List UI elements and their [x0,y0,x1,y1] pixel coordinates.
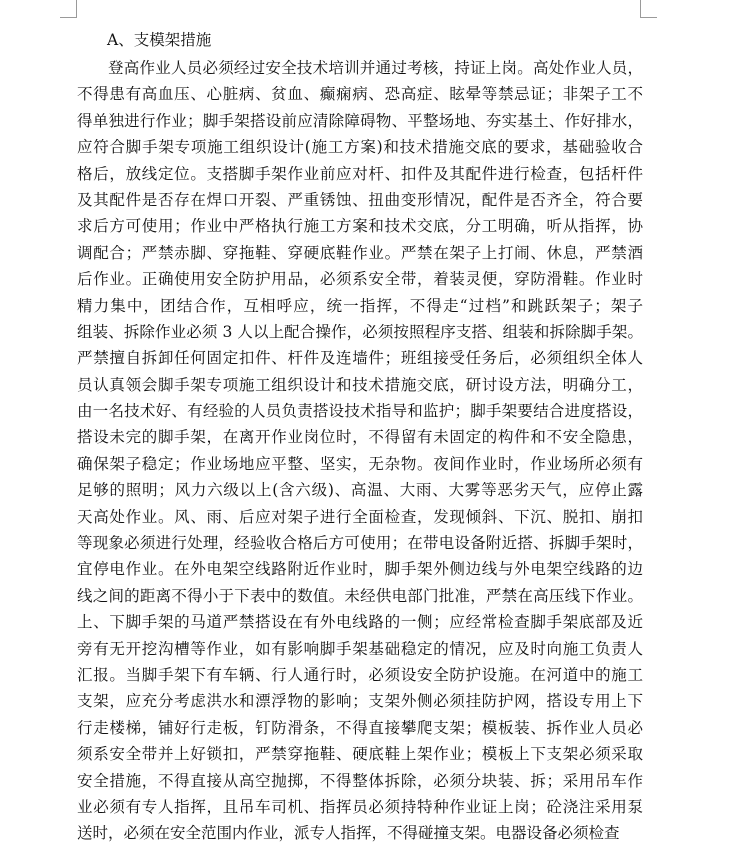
paragraph-line: 由一名技术好、有经验的人员负责搭设技术指导和监护；脚手架要结合进度搭设， [77,402,643,421]
margin-corner-mark-right [640,0,641,17]
paragraph-line: 足够的照明；风力六级以上(含六级)、高温、大雨、大雾等恶劣天气，应停止露 [77,481,643,500]
margin-corner-mark-left-horizontal [60,17,77,18]
margin-corner-mark-left [76,0,77,17]
paragraph-line: 求后方可使用；作业中严格执行施工方案和技术交底，分工明确，听从指挥，协 [77,217,643,236]
paragraph-line: 行走楼梯，铺好行走板，钉防滑条，不得直接攀爬支架；模板装、拆作业人员必 [77,718,643,737]
paragraph-line: 旁有无开挖沟槽等作业，如有影响脚手架基础稳定的情况，应及时向施工负责人 [77,639,643,658]
paragraph-line: 等现象必须进行处理，经验收合格后方可使用；在带电设备附近搭、拆脚手架时， [77,534,643,553]
paragraph-line: 不得患有高血压、心脏病、贫血、癫痫病、恐高症、眩晕等禁忌证；非架子工不 [77,85,643,104]
paragraph-line: 确保架子稳定；作业场地应平整、坚实，无杂物。夜间作业时，作业场所必须有 [77,454,643,473]
paragraph-line: 调配合；严禁赤脚、穿拖鞋、穿硬底鞋作业。严禁在架子上打闹、休息，严禁酒 [77,243,643,262]
paragraph-line: 送时，必须在安全范围内作业，派专人指挥，不得碰撞支架。电器设备必须检查 [77,824,620,843]
paragraph-line: 上、下脚手架的马道严禁搭设在有外电线路的一侧；应经常检查脚手架底部及近 [77,613,643,632]
paragraph-line: 业必须有专人指挥，且吊车司机、指挥员必须持特种作业证上岗；砼浇注采用泵 [77,797,643,816]
paragraph-line: 格后，放线定位。支搭脚手架作业前应对杆、扣件及其配件进行检查，包括杆件 [77,164,643,183]
document-body[interactable] [77,26,643,847]
paragraph-line: 搭设未完的脚手架，在离开作业岗位时，不得留有未固定的构件和不安全隐患， [77,428,643,447]
paragraph-line: 员认真领会脚手架专项施工组织设计和技术措施交底，研讨设方法，明确分工， [77,375,643,394]
paragraph-line: 应符合脚手架专项施工组织设计(施工方案)和技术措施交底的要求，基础验收合 [77,138,643,157]
margin-corner-mark-right-horizontal [640,17,657,18]
body-paragraph[interactable] [77,55,643,847]
paragraph-line: 及其配件是否存在焊口开裂、严重锈蚀、扭曲变形情况，配件是否齐全，符合要 [77,190,643,209]
paragraph-line: 严禁擅自拆卸任何固定扣件、杆件及连墙件；班组接受任务后，必须组织全体人 [77,349,643,368]
paragraph-line: 支架，应充分考虑洪水和漂浮物的影响；支架外侧必须挂防护网，搭设专用上下 [77,692,643,711]
paragraph-line: 须系安全带并上好锁扣，严禁穿拖鞋、硬底鞋上架作业；模板上下支架必须采取 [77,745,643,764]
paragraph-line: 汇报。当脚手架下有车辆、行人通行时，必须设安全防护设施。在河道中的施工 [77,665,643,684]
paragraph-line: 安全措施，不得直接从高空抛掷，不得整体拆除，必须分块装、拆；采用吊车作 [77,771,643,790]
paragraph-line: 线之间的距离不得小于下表中的数值。未经供电部门批准，严禁在高压线下作业。 [77,586,643,605]
paragraph-line: 后作业。正确使用安全防护用品，必须系安全带，着装灵便，穿防滑鞋。作业时 [77,270,643,289]
section-heading: A、支模架措施 [107,31,212,49]
paragraph-line: 精力集中，团结合作，互相呼应，统一指挥，不得走“过档”和跳跃架子；架子 [77,296,643,315]
paragraph-line: 登高作业人员必须经过安全技术培训并通过考核，持证上岗。高处作业人员， [108,59,643,77]
paragraph-line: 得单独进行作业；脚手架搭设前应清除障碍物、平整场地、夯实基土、作好排水， [77,111,643,130]
paragraph-line: 组装、拆除作业必须 3 人以上配合操作，必须按照程序支搭、组装和拆除脚手架。 [77,322,643,341]
paragraph-line: 天高处作业。风、雨、后应对架子进行全面检查，发现倾斜、下沉、脱扣、崩扣 [77,507,643,526]
paragraph-line: 宜停电作业。在外电架空线路附近作业时，脚手架外侧边线与外电架空线路的边 [77,560,643,579]
